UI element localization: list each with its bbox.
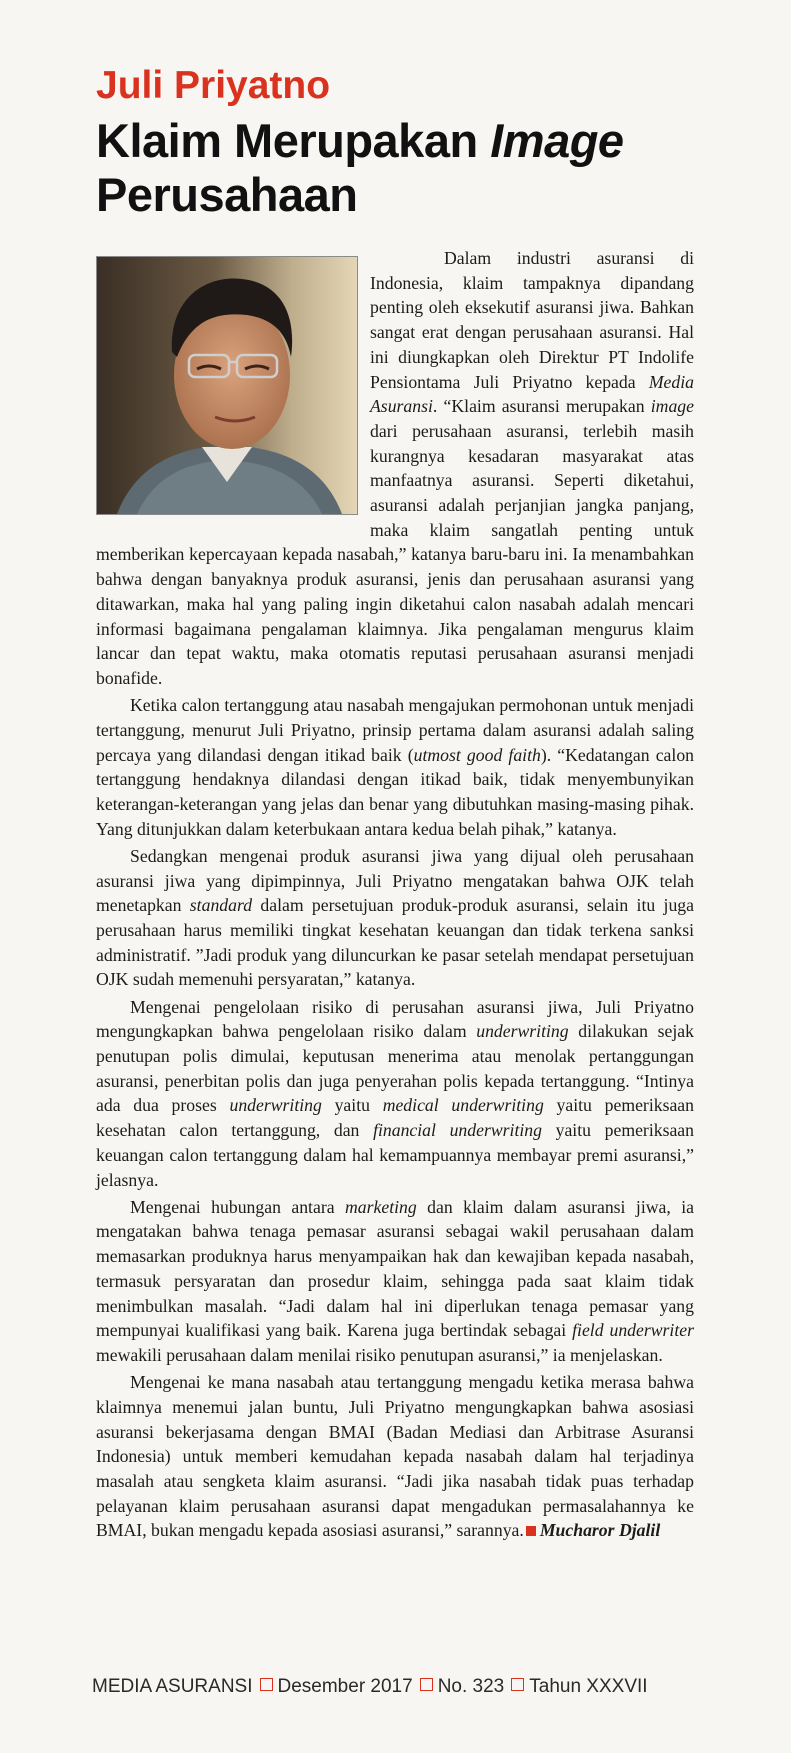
headline-italic-word: Image bbox=[490, 114, 624, 167]
paragraph-text: yaitu bbox=[321, 1095, 383, 1116]
paragraph-text: Mengenai hubungan antara bbox=[130, 1196, 345, 1217]
paragraph-text: Ketika calon tertanggung atau nasabah mengajukan permohonan untuk menjadi tertanggung, menurut Juli Priyatno, prinsip pertama dalam asuransi adalah saling percaya yang dilandasi dengan itikad baik ( bbox=[96, 695, 694, 765]
author-byline: Mucharor Djalil bbox=[539, 1520, 661, 1541]
person-name: Juli Priyatno bbox=[96, 64, 331, 107]
paragraph-text: Mengenai pengelolaan risiko di perusahan asuransi jiwa, Juli Priyatno mengungkapkan bahwa pengelolaan risiko dalam bbox=[96, 996, 694, 1042]
paragraph-text: dalam persetujuan produk-produk asuransi, selain itu juga perusahaan harus memiliki tingkat kesehatan keuangan dan tidak terkena sanksi administratif. ”Jadi produk yang diluncurkan ke pasar setelah mendapat persetujuan OJK sudah memenuhi persyaratan,” katanya. bbox=[96, 895, 694, 990]
square-icon bbox=[511, 1678, 524, 1691]
article-paragraph bbox=[96, 1195, 694, 1368]
paragraph-text: dari perusahaan asuransi, terlebih masih kurangnya kesadaran masyarakat atas manfaatnya asuransi. Seperti diketahui, asuransi adalah perjanjian jangka panjang, maka klaim sangatlah penting untuk memberikan kepercayaan kepada nasabah,” katanya baru-baru ini. Ia menambahkan bahwa dengan banyaknya produk asuransi, jenis dan perusahaan asuransi yang ditawarkan, maka hal yang paling ingin diketahui calon nasabah adalah mencari informasi bagaimana pengalaman klaimnya. Jika pengalaman mengurus klaim lancar dan tepat waktu, maka otomatis reputasi perusahaan asuransi menjadi bonafide. bbox=[96, 420, 694, 688]
italic-text: underwriting bbox=[476, 1021, 569, 1042]
italic-text: underwriting bbox=[229, 1095, 322, 1116]
italic-text: standard bbox=[189, 895, 253, 916]
italic-text: field underwriter bbox=[572, 1320, 694, 1341]
headline-part-1: Klaim Merupakan bbox=[96, 114, 491, 167]
paragraph-text: Mengenai ke mana nasabah atau tertanggung mengadu ketika merasa bahwa klaimnya menemui jalan buntu, Juli Priyatno mengungkapkan bahwa asosiasi asuransi bekerjasama dengan BMAI (Badan Mediasi dan Arbitrase Asuransi Indonesia) untuk memberi kemudahan kepada nasabah dalam hal terjadinya masalah atau sengketa klaim asuransi. “Jadi jika nasabah tidak puas terhadap pelayanan klaim perusahaan asuransi dapat mengadukan permasalahannya ke BMAI, bukan mengadu kepada asosiasi asuransi,” sarannya. bbox=[96, 1372, 694, 1541]
paragraph-text: mewakili perusahaan dalam menilai risiko penutupan asuransi,” ia menjelaskan. bbox=[96, 1344, 663, 1365]
footer-issue: No. 323 bbox=[437, 1676, 505, 1697]
paragraph-text: yaitu pemeriksaan kesehatan calon tertanggung, dan bbox=[96, 1095, 694, 1141]
photo-spacer bbox=[96, 246, 370, 524]
square-icon bbox=[260, 1678, 273, 1691]
italic-text: utmost good faith bbox=[413, 744, 541, 765]
italic-text: medical underwriting bbox=[382, 1095, 544, 1116]
article-headline bbox=[96, 114, 624, 222]
article-paragraph bbox=[96, 995, 694, 1193]
paragraph-text: ). “Kedatangan calon tertanggung hendaknya dilandasi dengan itikad baik, tidak menyembunyikan keterangan-keterangan yang jelas dan benar yang dibutuhkan masing-masing pihak. Yang ditunjukkan dalam keterbukaan antara kedua belah pihak,” katanya. bbox=[96, 744, 695, 839]
footer-publication: MEDIA ASURANSI bbox=[92, 1676, 253, 1697]
paragraph-text: Sedangkan mengenai produk asuransi jiwa yang dijual oleh perusahaan asuransi jiwa yang dipimpinnya, Juli Priyatno mengatakan bahwa OJK telah menetapkan bbox=[96, 845, 694, 916]
footer-month: Desember 2017 bbox=[277, 1676, 413, 1697]
paragraph-text: dilakukan sejak penutupan polis dimulai, keputusan menerima atau menolak pertanggungan asuransi, penerbitan polis dan juga penyerahan polis kepada tertanggung. “Intinya ada dua proses bbox=[96, 1021, 694, 1116]
square-icon bbox=[420, 1678, 433, 1691]
end-mark-icon bbox=[526, 1526, 536, 1536]
italic-text: Media Asuransi bbox=[370, 371, 694, 417]
italic-text: financial underwriting bbox=[373, 1120, 542, 1141]
paragraph-text: . “Klaim asuransi merupakan bbox=[432, 396, 651, 417]
paragraph-text: dan klaim dalam asuransi jiwa, ia mengatakan bahwa tenaga pemasar asuransi sebagai wakil perusahaan dalam memasarkan produknya harus menyampaikan hak dan kewajiban kepada nasabah, termasuk persyaratan dan prosedur klaim, sehingga pada saat klaim tidak menimbulkan masalah. “Jadi dalam hal ini diperlukan tenaga pemasar yang mempunyai kualifikasi yang baik. Karena juga bertindak sebagai bbox=[96, 1196, 694, 1341]
headline-part-2: Perusahaan bbox=[96, 168, 358, 221]
paragraph-text: yaitu pemeriksaan keuangan calon tertanggung dalam hal kemampuannya membayar premi asuransi,” jelasnya. bbox=[96, 1120, 694, 1190]
article-body bbox=[96, 246, 694, 1546]
footer-year: Tahun XXXVII bbox=[529, 1676, 648, 1697]
paragraph-text: Dalam industri asuransi di Indonesia, klaim tampaknya dipandang penting oleh eksekutif asuransi jiwa. Bahkan sangat erat dengan perusahaan asuransi. Hal ini diungkapkan oleh Direktur PT Indolife Pensiontama Juli Priyatno kepada bbox=[370, 248, 694, 392]
article-paragraph bbox=[96, 844, 694, 992]
article-paragraph bbox=[96, 693, 694, 841]
italic-text: marketing bbox=[345, 1196, 417, 1217]
article-paragraph bbox=[96, 1370, 694, 1543]
italic-text: image bbox=[650, 396, 694, 417]
page-footer bbox=[92, 1676, 648, 1698]
